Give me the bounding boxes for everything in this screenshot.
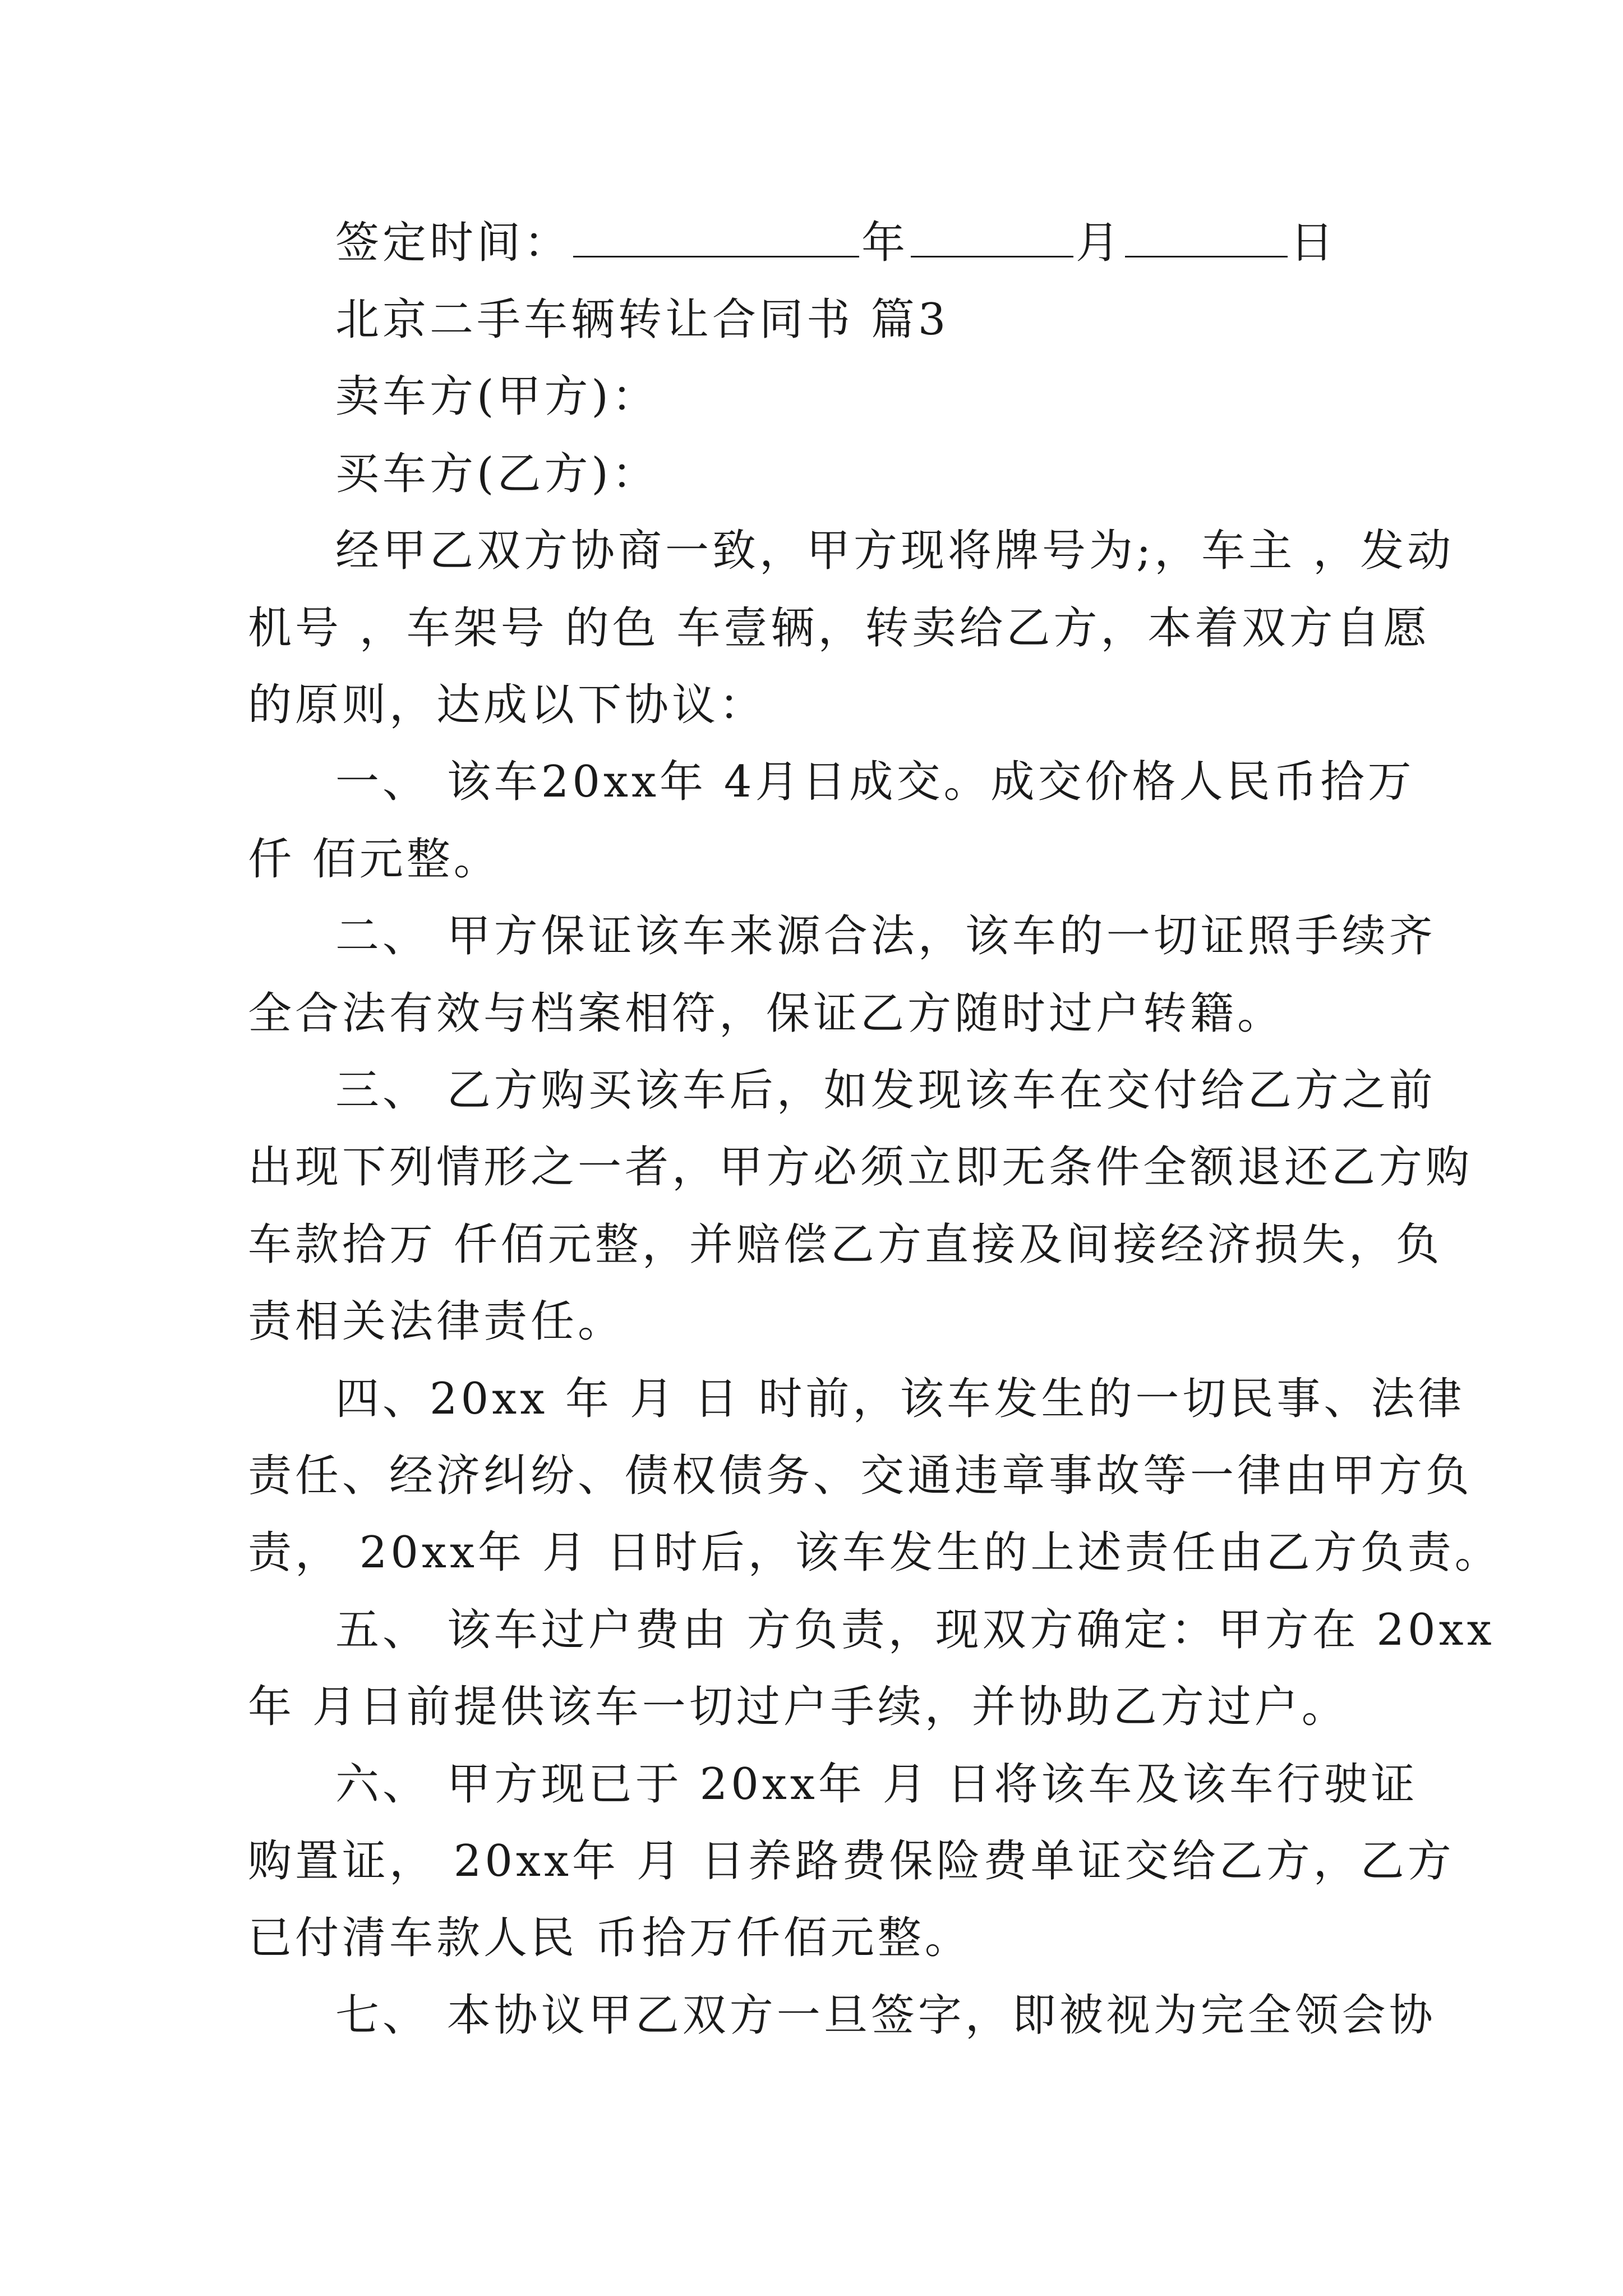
seller-line: 卖车方(甲方)： [335, 371, 659, 422]
month-blank [911, 217, 1073, 257]
clause-3-line: 出现下列情形之一者，甲方必须立即无条件全额退还乙方购 [248, 1142, 1473, 1193]
clause-4-line: 责任、经济纠纷、债权债务、交通违章事故等一律由甲方负 [248, 1451, 1473, 1501]
clause-3-line: 三、 乙方购买该车后，如发现该车在交付给乙方之前 [335, 1065, 1436, 1116]
clause-2-line: 二、 甲方保证该车来源合法，该车的一切证照手续齐 [335, 911, 1436, 961]
paragraph-line: 机号 ，车架号 的色 车壹辆，转卖给乙方，本着双方自愿 [248, 603, 1431, 654]
clause-6-line: 购置证， 20xx年 月 日养路费保险费单证交给乙方，乙方 [248, 1836, 1455, 1887]
signing-time-label: 签定时间： [335, 218, 571, 268]
paragraph-line: 经甲乙双方协商一致，甲方现将牌号为;，车主 ，发动 [335, 526, 1455, 576]
signing-time-line [335, 215, 1337, 271]
clause-4-line: 责， 20xx年 月 日时后，该车发生的上述责任由乙方负责。 [248, 1527, 1502, 1578]
clause-7-line: 七、 本协议甲乙双方一旦签字，即被视为完全领会协 [335, 1990, 1436, 2041]
contract-heading: 北京二手车辆转让合同书 篇3 [335, 295, 949, 345]
clause-5-line: 五、 该车过户费由 方负责，现双方确定：甲方在 20xx [335, 1605, 1495, 1655]
clause-6-line: 已付清车款人民 币拾万仟佰元整。 [248, 1913, 972, 1963]
day-label: 日 [1290, 218, 1338, 268]
year-blank [573, 217, 859, 257]
buyer-line: 买车方(乙方)： [335, 449, 659, 499]
year-label: 年 [861, 218, 909, 268]
clause-2-line: 全合法有效与档案相符，保证乙方随时过户转籍。 [248, 988, 1285, 1039]
paragraph-line: 的原则，达成以下协议： [248, 680, 767, 730]
clause-4-line: 四、20xx 年 月 日 时前，该车发生的一切民事、法律 [335, 1374, 1465, 1424]
clause-3-line: 车款拾万 仟佰元整，并赔偿乙方直接及间接经济损失，负 [248, 1220, 1443, 1270]
day-blank [1125, 217, 1288, 257]
clause-1-line: 仟 佰元整。 [248, 834, 501, 885]
month-label: 月 [1076, 218, 1123, 268]
clause-6-line: 六、 甲方现已于 20xx年 月 日将该车及该车行驶证 [335, 1759, 1418, 1810]
clause-3-line: 责相关法律责任。 [248, 1296, 625, 1347]
clause-1-line: 一、 该车20xx年 4月日成交。成交价格人民币拾万 [335, 757, 1415, 807]
clause-5-line: 年 月日前提供该车一切过户手续，并协助乙方过户。 [248, 1682, 1349, 1732]
